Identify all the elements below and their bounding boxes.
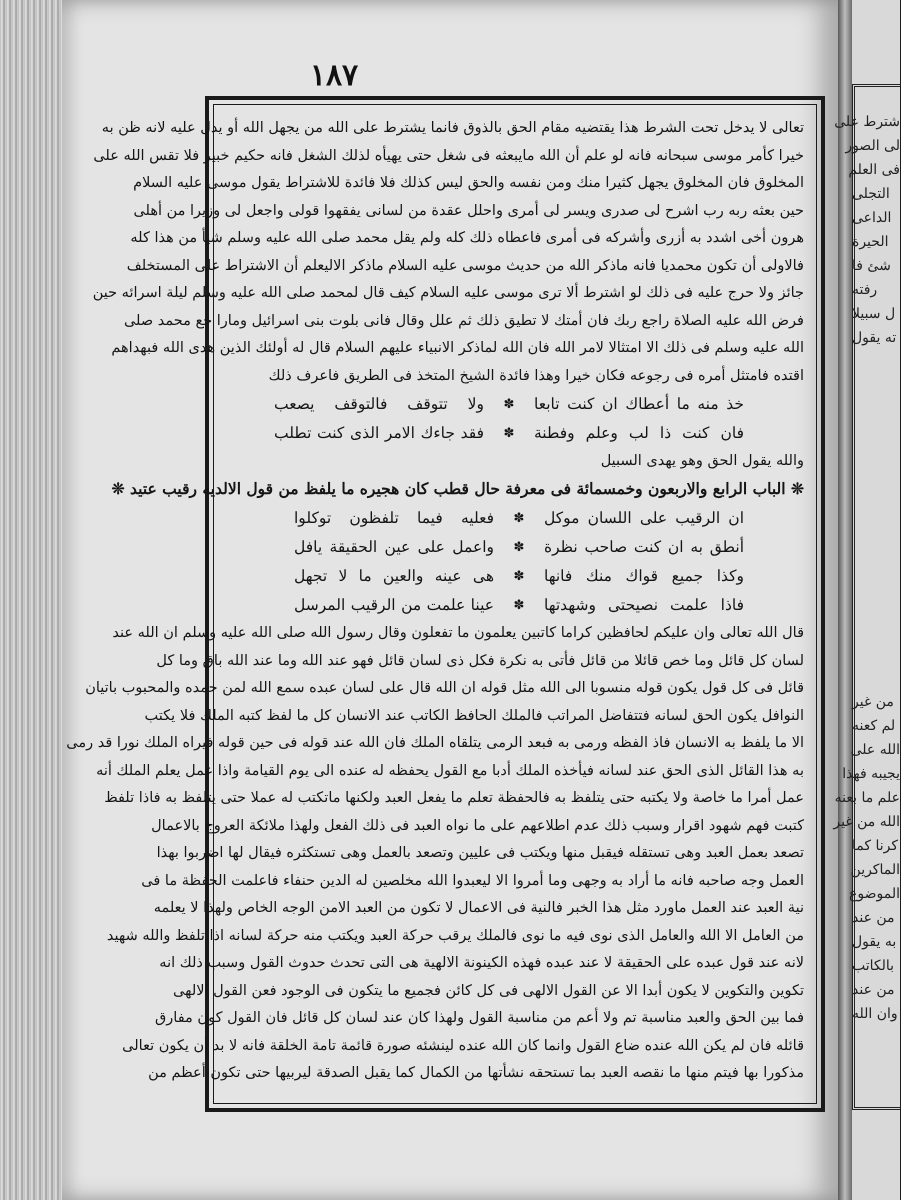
- poem-2: [226, 504, 804, 620]
- verse-hemistich-second: هى عينه والعين ما لا تجهل: [294, 567, 494, 585]
- facing-text-fragment: بالكاتب: [852, 958, 895, 974]
- page-content: [66, 115, 804, 1095]
- facing-text-fragment: كرنا كما: [852, 838, 899, 854]
- text-line: تصعد بعمل العبد وهى تستقله فيقبل منها ويكتب فى عليين وتصعد بالعمل وهى تستكثره فيقال لها اضربوا بهذا: [156, 845, 804, 861]
- book-page: [62, 0, 838, 1200]
- verse-hemistich-first: وكذا جميع قواك منك فانها: [544, 567, 744, 585]
- poem-verse: [226, 419, 804, 448]
- poem-verse: [226, 390, 804, 419]
- poem-1: [226, 390, 804, 448]
- text-line: اقتده فامتثل أمره فى رجوعه فكان خيرا وهذا فائدة الشيخ المتخذ فى الطريق فاعرف ذلك: [268, 367, 804, 384]
- heading-ornament-icon: ❊: [111, 479, 125, 498]
- chapter-heading-text: الباب الرابع والاربعون وخمسمائة فى معرفة حال قطب كان هجيره ما يلفظ من قول الالديه رقيب عتيد: [130, 479, 786, 498]
- text-line: نية العبد عند العمل ماورد مثل هذا الخبر فالنية فى الاعمال لا تكون من العبد الامن الوجه الخاص ولهذا لا يعلمه: [153, 900, 804, 916]
- star-separator-icon: ✽: [513, 540, 525, 555]
- facing-text-fragment: الماكرين: [850, 862, 900, 878]
- facing-text-fragment: الله على: [850, 742, 900, 758]
- verse-hemistich-second: ولا تتوقف فالتوقف يصعب: [274, 395, 484, 413]
- facing-text-fragment: من عند: [852, 982, 895, 998]
- facing-text-fragment: الله من غير: [833, 814, 900, 830]
- verse-hemistich-second: فعليه فيما تلفظون توكلوا: [294, 509, 494, 527]
- poem-verse: [226, 533, 804, 562]
- text-line: قائل فى كل قول يكون قوله منسوبا الى الله مثل قوله ان الله قال على لسان عبده سمع الله لمن حمده والمحبوب باتيان: [85, 680, 804, 696]
- facing-text-fragment: الداعى: [852, 210, 892, 226]
- verse-hemistich-first: خذ منه ما أعطاك ان كنت تابعا: [534, 395, 744, 413]
- facing-text-fragment: لم كعنه: [852, 718, 896, 734]
- page-number: ١٨٧: [309, 58, 359, 93]
- text-line: لانه عند قول عبده على الحقيقة لا عند عبده فهذه الكينونة الالهية هى التى تحدث حدوث القول وسبب ذلك انه: [159, 955, 804, 971]
- paragraph-2: [66, 620, 804, 1088]
- verse-hemistich-second: واعمل على عين الحقيقة يافل: [294, 538, 494, 556]
- facing-text-fragment: به يقول: [852, 934, 897, 950]
- text-line: كتبت فهم شهود اقرار وسبب ذلك عدم اطلاعهم على ما نواه العبد فى ذلك الفعل ولهذا ملائكة العروج بالاعمال: [151, 817, 804, 834]
- facing-text-fragment: رفته: [852, 282, 878, 298]
- text-line: العمل وجه صاحبه فانه ما أراد به وجهى وما أمروا الا ليعبدوا الله مخلصين له الدين حنفاء فاعلمت الحفظة ما فى: [141, 872, 804, 889]
- verse-hemistich-second: عينا علمت من الرقيب المرسل: [294, 596, 494, 614]
- text-line: قائله فان لم يكن الله عنده ضاع القول وانما كان الله عنده لينشئه صورة قائمة تامة الخلقة فانه لا بد أن يكون تعالى: [122, 1037, 804, 1054]
- verse-hemistich-first: ان الرقيب على اللسان موكل: [544, 509, 744, 527]
- text-line: فالاولى أن تكون محمديا فانه ماذكر الله من حديث موسى عليه السلام ماذكر الاليعلم أن الاشتراط على المستخلف: [126, 257, 804, 274]
- star-separator-icon: ✽: [503, 426, 515, 441]
- verse-hemistich-first: فاذا علمت نصيحتى وشهدتها: [544, 596, 744, 614]
- heading-ornament-icon: ❊: [791, 479, 804, 498]
- text-line: الا ما يلفظ به الانسان فاذ الفظه ورمى به فبعد الرمى يتلقاه الملك فان الله عند قوله فى حين قوله فيراه الملك نورا قد رمى: [66, 735, 804, 751]
- facing-text-fragment: يجيبه فهذا: [842, 766, 900, 782]
- poem-verse: [226, 504, 804, 533]
- text-line: به هذا القائل الذى الحق عند لسانه فيأخذه الملك أدبا مع القول يحفظه له عنده الى يوم القيامة واذا عمل يعلم الملك أنه: [96, 762, 804, 779]
- facing-text-fragment: التجلى: [852, 186, 890, 202]
- chapter-heading: [111, 474, 804, 504]
- verse-hemistich-first: فان كنت ذا لب وعلم وفطنة: [534, 424, 744, 442]
- facing-page-text-upper: [834, 110, 900, 350]
- poem-verse: [226, 591, 804, 620]
- text-frame-inner-border: [66, 104, 817, 1104]
- book-left-edge: [0, 0, 62, 1200]
- facing-text-fragment: شئ فا: [852, 258, 891, 274]
- facing-text-fragment: وان الله: [852, 1006, 898, 1022]
- text-line: الله عليه وسلم فى ذلك الا امتثالا لامر الله فان الله لماذكر الانبياء عليهم السلام قال له أولئك الذين هدى الله فبهداهم: [111, 340, 804, 356]
- star-separator-icon: ✽: [503, 397, 515, 412]
- poem-verse: [226, 562, 804, 591]
- star-separator-icon: ✽: [513, 598, 525, 613]
- facing-text-fragment: علم ما بعنه: [834, 790, 900, 806]
- text-line: تكوين والتكوين لا يكون أبدا الا عن القول الالهى فى كل كائن فجميع ما يتكون فى الوجود فعن القول الالهى: [173, 982, 804, 999]
- text-line: حين بعثه ربه رب اشرح لى صدرى ويسر لى أمرى واحلل عقدة من لسانى يفقهوا قولى واجعل لى وزيرا من أهلى: [133, 202, 804, 219]
- facing-text-fragment: ل سبيلا: [852, 306, 896, 322]
- facing-text-fragment: من غير: [852, 694, 894, 710]
- star-separator-icon: ✽: [513, 569, 525, 584]
- text-line: جائز ولا حرج عليه فى ذلك لو اشترط ألا ترى موسى عليه السلام كيف قال لمحمد صلى الله عليه وسلم ليلة اسرائه حين: [92, 285, 804, 301]
- text-frame: [66, 96, 825, 1112]
- closing-phrase: والله يقول الحق وهو يهدى السبيل: [600, 453, 804, 469]
- text-line: لسان كل قائل وما خص قائلا من قائل فأتى به نكرة فكل ذى لسان قائل فهو عند الله وما عند الله باق وما كل: [156, 652, 804, 669]
- text-line: من العامل الا الله والعامل الذى نوى فيه ما نوى فالملك يرقب حركة العبد ويكتب منه حركة لسانه اذا تلفظ والله شهيد: [106, 927, 804, 944]
- star-separator-icon: ✽: [513, 511, 525, 526]
- text-line: فما بين الحق والعبد مناسبة تم ولا أعم من مناسبة القول ولهذا كان عند لسان كل قائل فان القول كون مفارق: [155, 1010, 804, 1026]
- text-line: مذكورا بها فيتم منها ما نقصه العبد بما تستحقه نشأتها من الكمال كما يقبل الصدقة ليربيها حتى تكون أعظم من: [148, 1065, 804, 1081]
- text-line: فرض الله عليه الصلاة راجع ربك فان أمتك لا تطيق ذلك ثم علل وقال فانى بلوت بنى اسرائيل ومارا جع محمد صلى: [123, 312, 804, 329]
- text-line: خيرا كأمر موسى سبحانه فانه لو علم أن الله مايبعثه فى شغل حتى يهيأه لذلك الشغل فانه حكيم خبير فلا تقس الله على: [93, 147, 804, 164]
- facing-page: [833, 0, 900, 1200]
- text-line: تعالى لا يدخل تحت الشرط هذا يقتضيه مقام الحق بالذوق فانما يشترط على الله من يجهل الله أو يدل عليه لانه ظن به: [101, 120, 804, 136]
- facing-text-fragment: ته يقول: [852, 330, 897, 346]
- facing-text-fragment: لى الصور: [845, 138, 900, 154]
- facing-text-fragment: فى العلم: [848, 162, 900, 178]
- facing-text-fragment: الموضوع: [849, 886, 900, 902]
- facing-text-fragment: شترط على: [834, 114, 900, 130]
- facing-text-fragment: الحيرة: [852, 234, 889, 250]
- paragraph-1: [92, 115, 804, 390]
- verse-hemistich-first: أنطق به ان كنت صاحب نظرة: [544, 538, 744, 556]
- facing-text-fragment: من عند: [852, 910, 895, 926]
- facing-page-text-lower: [833, 690, 900, 1026]
- text-line: قال الله تعالى وان عليكم لحافظين كراما كاتبين يعلمون ما تفعلون وقال رسول الله صلى الله عليه وسلم ان الله عند: [112, 625, 804, 641]
- text-line: المخلوق فان المخلوق يجهل كثيرا منك ومن نفسه والحق ليس كذلك فلا فائدة للاشتراط يقول موسى عليه السلام: [133, 175, 804, 191]
- text-line: النوافل يكون الحق لسانه فتتفاضل المراتب فالملك الحافظ الكاتب عند الانسان كل ما لفظ كتبه الملك فلا يكتب: [144, 707, 804, 724]
- text-line: هرون أخى اشدد به أزرى وأشركه فى أمرى فاعطاه ذلك كله ولم يقل محمد صلى الله عليه وسلم شيأ من هذا كله: [130, 230, 804, 246]
- verse-hemistich-second: فقد جاءك الامر الذى كنت تطلب: [274, 424, 484, 442]
- text-line: عمل أمرا ما خاصة ولا يكتبه حتى يتلفظ به فالحفظة تعلم ما يفعل العبد ولكنها ماتكتب له عملا حتى يتلفظ به فاذا تلفظ: [104, 790, 804, 806]
